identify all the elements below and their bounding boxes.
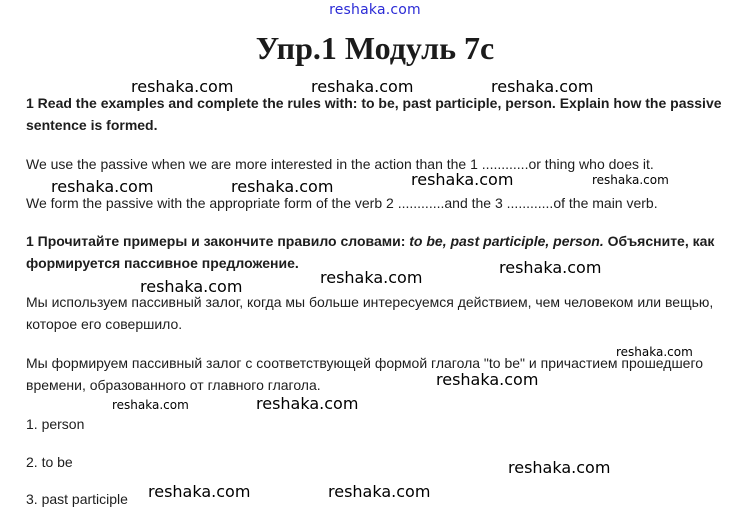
english-rule-2: We form the passive with the appropriate form of the verb 2 ............and the 3 ............of the main verb. [26,195,658,211]
answer-2: 2. to be [26,454,73,470]
answer-3: 3. past participle [26,491,128,507]
watermark: reshaka.com [436,370,539,389]
english-rule-1: We use the passive when we are more interested in the action than the 1 ............or thing who does it. [26,156,654,172]
watermark: reshaka.com [508,458,611,477]
russian-rule-2: Мы формируем пассивный залог с соответствующей формой глагола "to be" и причастием прошедшего времени, образованного от главного глагола. [26,355,704,393]
watermark: reshaka.com [320,268,423,287]
watermark: reshaka.com [51,177,154,196]
watermark: reshaka.com [131,77,234,96]
russian-heading-words: to be, past participle, person. [409,233,604,249]
site-link[interactable]: reshaka.com [329,2,421,18]
answer-1: 1. person [26,416,85,432]
watermark: reshaka.com [140,277,243,296]
russian-heading-end: Объясните, как формируется пассивное предложение. [26,233,715,271]
watermark: reshaka.com [256,394,359,413]
watermark: reshaka.com [411,170,514,189]
watermark: reshaka.com [491,77,594,96]
russian-heading-start: 1 Прочитайте примеры и закончите правило словами: [26,233,410,249]
watermark: reshaka.com [592,173,669,187]
watermark: reshaka.com [112,398,189,412]
watermark: reshaka.com [148,482,251,501]
english-task-heading: 1 Read the examples and complete the rules with: to be, past participle, person. Explain how the passive sentence is formed. [26,95,722,133]
russian-rule-1: Мы используем пассивный залог, когда мы больше интересуемся действием, чем человеком или вещью, которое его совершило. [26,294,714,332]
watermark: reshaka.com [311,77,414,96]
watermark: reshaka.com [499,258,602,277]
watermark: reshaka.com [231,177,334,196]
page-title: Упр.1 Модуль 7c [255,30,495,66]
watermark: reshaka.com [328,482,431,501]
watermark: reshaka.com [616,345,693,359]
